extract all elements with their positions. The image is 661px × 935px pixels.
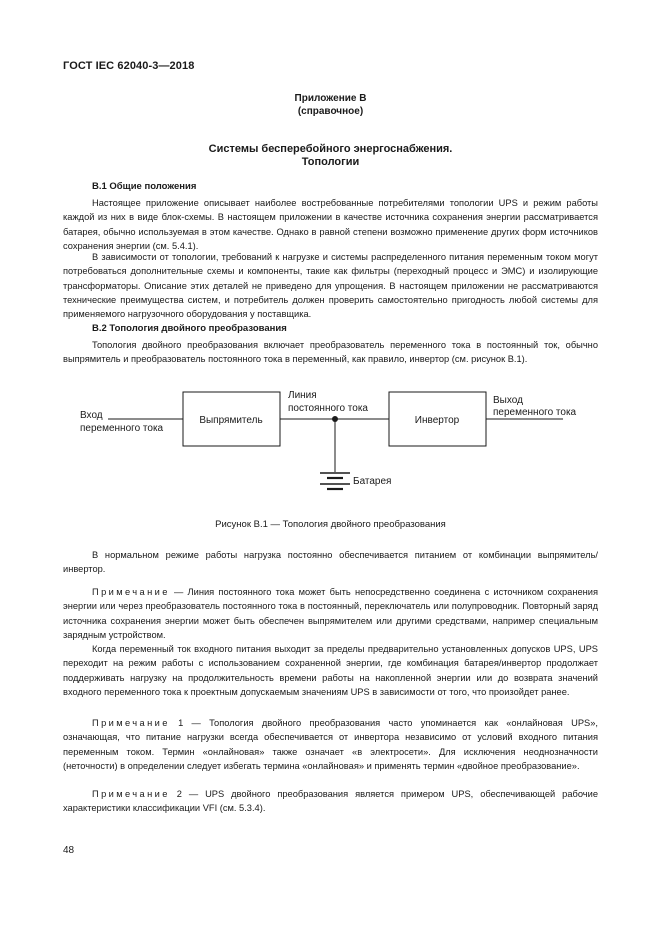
output-label-1: Выход: [493, 395, 523, 406]
annex-subtitle: (справочное): [297, 106, 364, 117]
annex-title: Приложение В: [294, 93, 367, 104]
section-b2-paragraph-1: Топология двойного преобразования включает преобразователь переменного тока в постоянный ток, обычно выпрямитель и преобразователь постоянного тока в переменный, как правило, инвертор (см. рисунок В.1).: [63, 340, 598, 365]
main-title-line2: Топологии: [301, 156, 360, 168]
main-title-line1: Системы бесперебойного энергоснабжения.: [208, 143, 453, 155]
output-label-2: переменного тока: [493, 407, 577, 418]
note-text: — Линия постоянного тока может быть непосредственно соединена с источником сохранения энергии или через преобразователь постоянного тока в постоянный, переключатель или полупроводник. Повторный заряд источника сохранения энергии может быть обеспечен выпрямителем или другими средствами, например специальным зарядным устройством.: [63, 587, 598, 640]
note-2: [63, 787, 598, 816]
rectifier-label: Выпрямитель: [199, 415, 263, 426]
annex-heading: [0, 92, 661, 118]
input-label-2: переменного тока: [80, 423, 164, 434]
note: [63, 585, 598, 642]
section-b2-heading: В.2 Топология двойного преобразования: [92, 323, 287, 334]
battery-label: Батарея: [353, 476, 392, 487]
section-b1-paragraph-1: Настоящее приложение описывает наиболее востребованные потребителями топологии UPS и режим работы каждой из них в виде блок-схемы. В настоящем приложении в качестве источника сохранения энергии рассматривается батарея, обычно используемая в этом качестве. Однако в равной степени возможно применение других форм источников сохранения энергии (см. 5.4.1).: [63, 198, 598, 251]
section-b1-paragraph-2: В зависимости от топологии, требований к нагрузке и системы распределенного питания переменным током могут потребоваться дополнительные схемы и компоненты, такие как фильтры (переходный процесс и ЭМС) и изолирующие трансформаторы. Описание этих деталей не приведено для упрощения. В настоящем приложении не рассматриваются технические преимущества систем, и потребитель должен проверить самостоятельно пригодность любой системы для применяемого нагрузочного оборудования у поставщика.: [63, 252, 598, 320]
note-1: [63, 716, 598, 773]
note-label: Примечание: [92, 587, 170, 597]
double-conversion-diagram: [0, 380, 661, 500]
paragraph-tolerance: Когда переменный ток входного питания выходит за пределы предварительно установленных допусков UPS, UPS переходит на режим работы с использованием сохраненной энергии, где комбинация батарея/инвертор продолжает поддерживать нагрузку на продолжительность времени работы на накопленной энергии или до возврата значений входного переменного тока к проектным допускаемым значениям UPS в зависимости от того, что произойдет ранее.: [63, 644, 598, 697]
input-label-1: Вход: [80, 410, 103, 421]
note-2-label: Примечание: [92, 789, 170, 799]
note-1-label: Примечание: [92, 718, 170, 728]
inverter-label: Инвертор: [414, 415, 460, 426]
note-1-text: 1 — Топология двойного преобразования часто упоминается как «онлайновая UPS», означающая, что питание нагрузки всегда обеспечивается от инвертора независимо от условий входного питания переменным током. Термин «онлайновая» также означает «в электросети». Для исключения неоднозначности (неточности) в определении следует избегать термина «онлайновая» и применять термин «двойное преобразование».: [63, 718, 598, 771]
section-b1-heading: В.1 Общие положения: [92, 181, 197, 192]
figure-caption: Рисунок В.1 — Топология двойного преобразования: [215, 519, 446, 530]
dc-line-label-1: Линия: [288, 390, 317, 401]
note-2-text: 2 — UPS двойного преобразования является примером UPS, обеспечивающей рабочие характеристики классификации VFI (см. 5.3.4).: [63, 789, 598, 814]
dc-line-label-2: постоянного тока: [288, 403, 368, 414]
standard-header: ГОСТ IEC 62040-3—2018: [63, 60, 195, 72]
page-number: 48: [63, 845, 75, 856]
main-title: [0, 143, 661, 169]
paragraph-normal-mode: В нормальном режиме работы нагрузка постоянно обеспечивается питанием от комбинации выпрямитель/инвертор.: [63, 550, 598, 575]
